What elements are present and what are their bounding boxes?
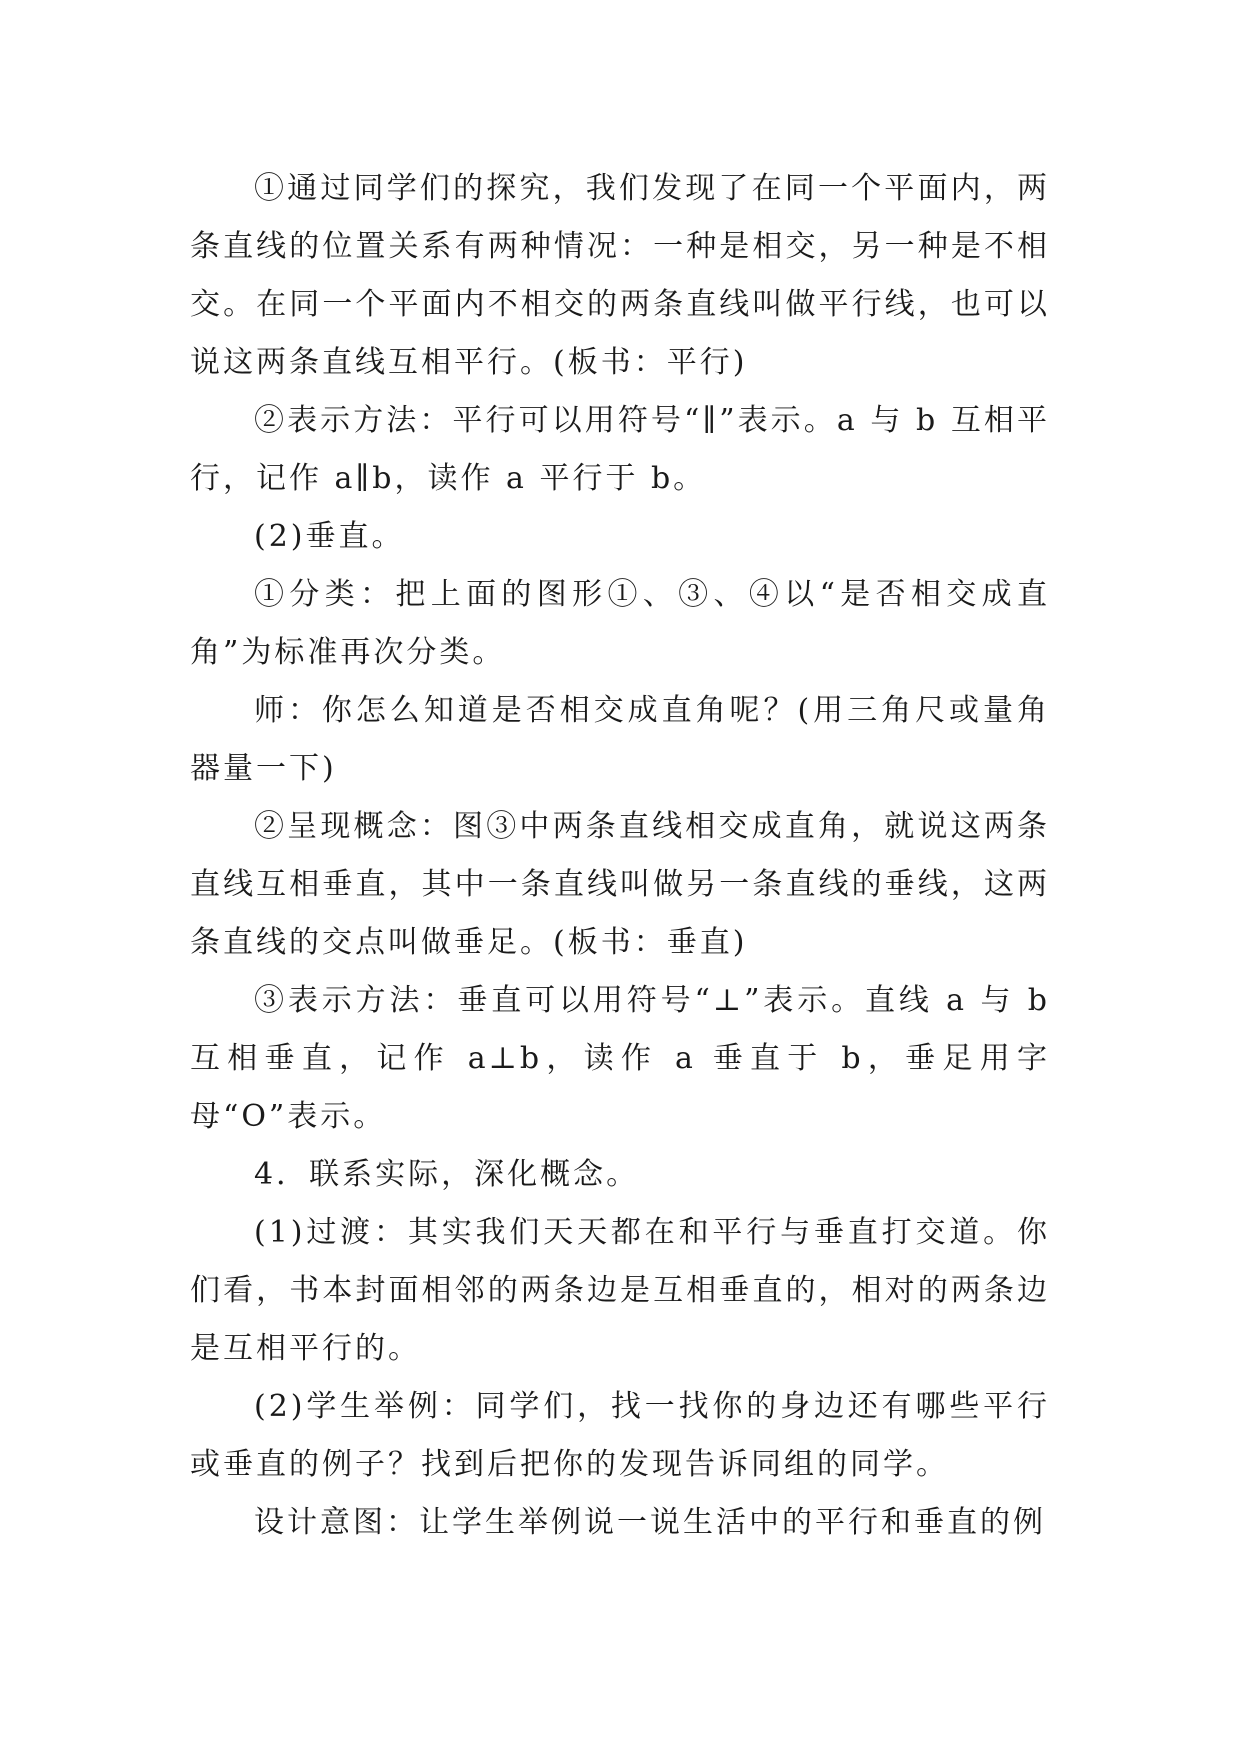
paragraph-section-heading: 4．联系实际，深化概念。 — [254, 1157, 640, 1192]
paragraph-teacher-question: 师：你怎么知道是否相交成直角呢？(用三角尺或量角器量一下) — [190, 693, 1050, 786]
paragraph-design-intent: 设计意图：让学生举例说一说生活中的平行和垂直的例 — [254, 1505, 1046, 1540]
paragraph-student-examples: (2)学生举例：同学们，找一找你的身边还有哪些平行或垂直的例子？找到后把你的发现告诉同组的同学。 — [190, 1389, 1050, 1482]
document-body — [190, 160, 1050, 1552]
paragraph-perpendicular-concept: ②呈现概念：图③中两条直线相交成直角，就说这两条直线互相垂直，其中一条直线叫做另一条直线的垂线，这两条直线的交点叫做垂足。(板书：垂直) — [190, 809, 1050, 960]
paragraph-perpendicular-heading: (2)垂直。 — [254, 519, 405, 554]
paragraph-perpendicular-notation: ③表示方法：垂直可以用符号“⊥”表示。直线 a 与 b 互相垂直，记作 a⊥b，读作 a 垂直于 b，垂足用字母“O”表示。 — [190, 983, 1050, 1134]
paragraph-parallel-concept: ①通过同学们的探究，我们发现了在同一个平面内，两条直线的位置关系有两种情况：一种是相交，另一种是不相交。在同一个平面内不相交的两条直线叫做平行线，也可以说这两条直线互相平行。(板书：平行) — [190, 171, 1050, 380]
paragraph-classification: ①分类：把上面的图形①、③、④以“是否相交成直角”为标准再次分类。 — [190, 577, 1050, 670]
paragraph-transition: (1)过渡：其实我们天天都在和平行与垂直打交道。你们看，书本封面相邻的两条边是互相垂直的，相对的两条边是互相平行的。 — [190, 1215, 1050, 1366]
paragraph-parallel-notation: ②表示方法：平行可以用符号“∥”表示。a 与 b 互相平行，记作 a∥b，读作 a 平行于 b。 — [190, 403, 1050, 496]
